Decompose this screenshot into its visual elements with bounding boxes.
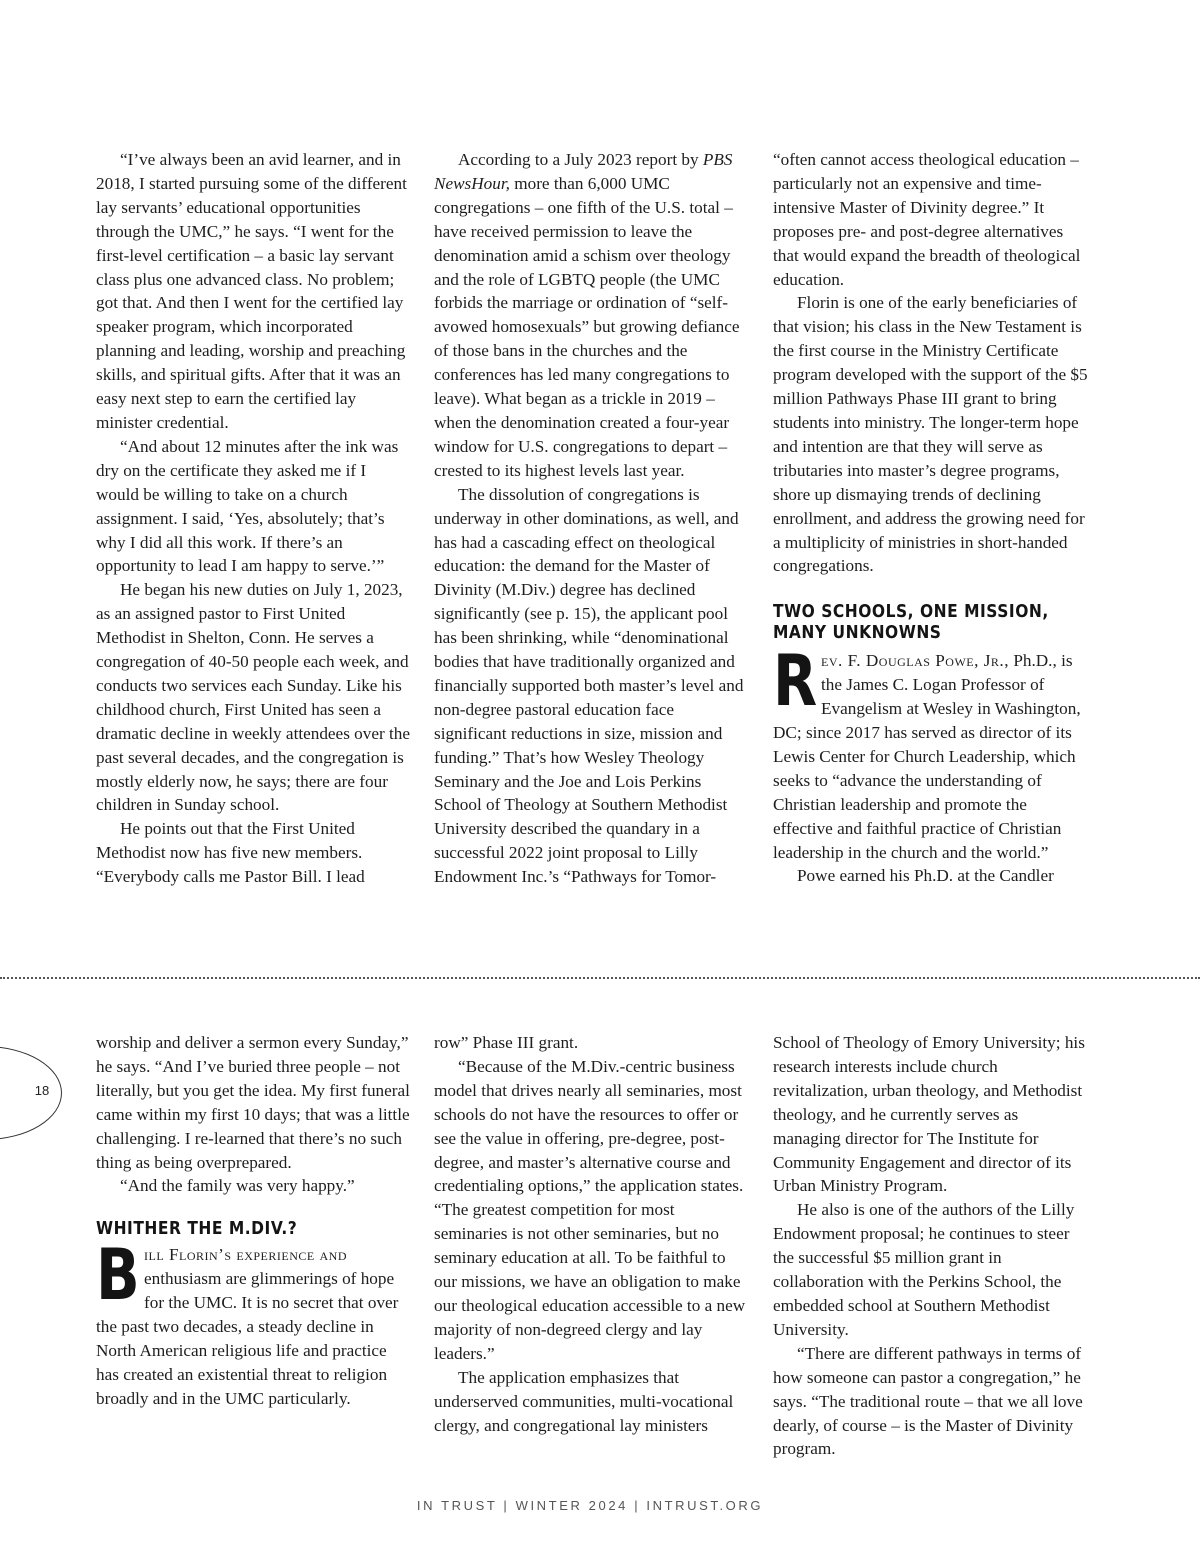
paragraph: He points out that the First United Methodist now has five new members. “Everybody calls me Pastor Bill. I lead — [96, 819, 365, 887]
publication-title: PBS NewsHour, — [434, 150, 733, 193]
top-column-2 — [434, 148, 750, 889]
paragraph: “often cannot access theological education – particularly not an expensive and time-intensive Master of Divinity degree.” It proposes pre- and post-degree alternatives that would expand the breadth of theological education. — [773, 150, 1081, 289]
text-run: According to a July 2023 report by — [458, 150, 703, 169]
drop-cap: B — [96, 1234, 140, 1317]
paragraph: School of Theology of Emory University; his research interests include church revitalization, urban theology, and Methodist theology, and he currently serves as managing director for The Institute for Community Engagement and director of its Urban Ministry Program. — [773, 1033, 1085, 1196]
paragraph: “I’ve always been an avid learner, and in 2018, I started pursuing some of the different lay servants’ educational opportunities through the UMC,” he says. “I went for the first-level certification – a basic lay servant class plus one advanced class. No problem; got that. And then I went for the certified lay speaker program, which incorporated planning and leading, worship and preaching skills, and spiritual gifts. After that it was an easy next step to earn the certified lay minister credential. — [96, 150, 407, 432]
paragraph: “And the family was very happy.” — [120, 1176, 355, 1196]
page-footer: IN TRUST | WINTER 2024 | INTRUST.ORG — [416, 1498, 764, 1513]
paragraph: The application emphasizes that underserved communities, multi-vocational clergy, and congregational lay ministers — [434, 1367, 734, 1435]
paragraph — [96, 1234, 412, 1410]
top-column-1 — [96, 148, 412, 889]
heading-line: MANY UNKNOWNS — [773, 622, 942, 644]
page-number: 18 — [34, 1083, 50, 1098]
paragraph — [434, 148, 750, 483]
paragraph: worship and deliver a sermon every Sunday,” he says. “And I’ve buried three people – not literally, but you get the idea. My first funeral came within my first 10 days; that was a little challenging. I re-learned that there’s no such thing as being overprepared. — [96, 1033, 410, 1172]
paragraph: row” Phase III grant. — [434, 1033, 579, 1052]
section-heading — [773, 601, 1091, 643]
lead-in-smallcaps: ev. F. Douglas Powe, Jr., — [821, 651, 1010, 671]
paragraph: “There are different pathways in terms of how someone can pastor a congregation,” he says. “The traditional route – that we all love dearly, of course – is the Master of Divinity program. — [773, 1343, 1083, 1459]
text-run: enthusiasm are glimmerings of hope for the UMC. It is no secret that over the past two decades, a steady decline in North American religious life and practice has created an existential threat to religion broadly and in the UMC particularly. — [96, 1269, 399, 1408]
section-heading: WHITHER THE M.DIV.? — [96, 1218, 298, 1240]
section-divider — [0, 977, 1200, 979]
text-run: Ph.D., is the James C. Logan Professor of Evangelism at Wesley in Washington, DC; since 2017 has served as director of its Lewis Center for Church Leadership, which seeks to “advance the understanding of Christian leadership and promote the effective and faithful practice of Christian leadership in the church and the world.” — [773, 651, 1081, 862]
text-run: more than 6,000 UMC congregations – one fifth of the U.S. total – have received permission to leave the denomination amid a schism over theology and the role of LGBTQ people (the UMC forbids the marriage or ordination of “self-avowed homosexuals” but growing defiance of those bans in the churches and the conferences has led many congregations to leave). What began as a trickle in 2019 – when the denomination created a four-year window for U.S. congregations to depart – crested to its highest levels last year. — [434, 173, 740, 480]
top-column-3 — [773, 148, 1089, 888]
bottom-column-2 — [434, 1031, 750, 1437]
paragraph: Florin is one of the early beneficiaries of that vision; his class in the New Testament is the first course in the Ministry Certificate program developed with the support of the $5 million Pathways Phase III grant to bring students into ministry. The longer-term hope and intention are that they will serve as tributaries into master’s degree programs, shore up dismaying trends of declining enrollment, and address the growing need for a multiplicity of ministries in short-handed congregations. — [773, 293, 1088, 576]
paragraph — [773, 640, 1089, 864]
bottom-column-3 — [773, 1031, 1089, 1461]
paragraph: The dissolution of congregations is underway in other dominations, as well, and has had a cascading effect on theological education: the demand for the Master of Divinity (M.Div.) degree has declined significantly (see p. 15), the applicant pool has been shrinking, while “denominational bodies that have traditionally organized and financially supported both master’s level and non-degree pastoral education face significant reductions in size, mission and funding.” That’s how Wesley Theology Seminary and the Joe and Lois Perkins School of Theology at Southern Methodist University described the quandary in a successful 2022 joint proposal to Lilly Endowment Inc.’s “Pathways for Tomor- — [434, 484, 744, 887]
paragraph: He began his new duties on July 1, 2023, as an assigned pastor to First United Methodist in Shelton, Conn. He serves a congregation of 40-50 people each week, and conducts two services each Sunday. Like his childhood church, First United has seen a dramatic decline in weekly attendees over the past several decades, and the congregation is mostly elderly now, he says; there are four children in Sunday school. — [96, 580, 411, 815]
drop-cap: R — [773, 640, 818, 723]
paragraph: “And about 12 minutes after the ink was dry on the certificate they asked me if I would be willing to take on a church assignment. I said, ‘Yes, absolutely; that’s why I did all this work. If there’s an opportunity to lead I am happy to serve.’” — [96, 436, 399, 576]
lead-in-smallcaps: ill Florin’s experience and — [144, 1245, 347, 1265]
bottom-column-1 — [96, 1031, 412, 1411]
paragraph: He also is one of the authors of the Lilly Endowment proposal; he continues to steer the successful $5 million grant in collaboration with the Perkins School, the embedded school at Southern Methodist University. — [773, 1200, 1075, 1339]
heading-line: TWO SCHOOLS, ONE MISSION, — [773, 601, 1049, 623]
paragraph: “Because of the M.Div.-centric business model that drives nearly all seminaries, most schools do not have the resources to offer or see the value in offering, pre-degree, post-degree, and master’s alternative course and credentialing options,” the application states. “The greatest competition for most seminaries is not other seminaries, but no seminary education at all. To be faithful to our missions, we have an obligation to make our theological education accessible to a new majority of non-degreed clergy and lay leaders.” — [434, 1056, 746, 1363]
paragraph: Powe earned his Ph.D. at the Candler — [797, 866, 1054, 886]
